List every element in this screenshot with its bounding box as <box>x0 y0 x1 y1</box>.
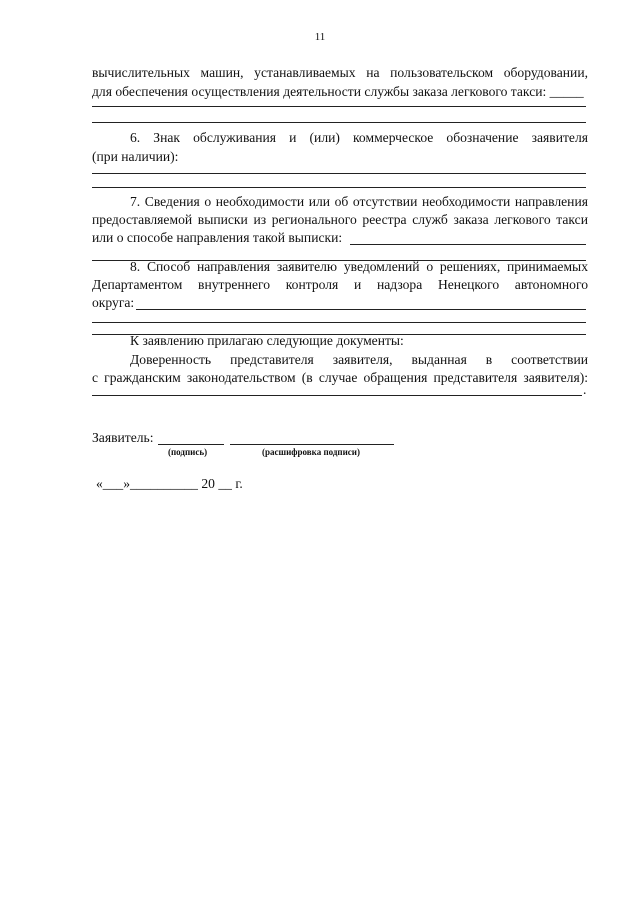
attachments-line-2: с гражданским законодательством (в случае обращения представителя заявителя): <box>92 370 588 385</box>
section-7-line-3: или о способе направления такой выписки: <box>92 230 343 245</box>
continuation-line-1: вычислительных машин, устанавливаемых на пользовательском оборудовании, <box>92 65 588 80</box>
section-7-line-1: 7. Сведения о необходимости или об отсутствии необходимости направления <box>130 194 588 209</box>
section-8-line-2: Департаментом внутреннего контроля и надзора Ненецкого автономного <box>92 277 588 292</box>
section-6-line-2: (при наличии): <box>92 149 179 164</box>
section-7-line-2: предоставляемой выписки из регионального реестра служб заказа легкового такси <box>92 212 588 227</box>
signature-caption: (подпись) <box>168 447 208 457</box>
page-number: 11 <box>314 31 326 43</box>
attachments-end-mark: . <box>583 382 587 397</box>
fill-line <box>92 322 586 323</box>
fill-line <box>92 187 586 188</box>
fill-line <box>92 122 586 123</box>
signature-decode-line <box>230 444 394 445</box>
attachments-line-1: Доверенность представителя заявителя, выданная в соответствии <box>130 352 588 367</box>
signature-line <box>158 444 224 445</box>
fill-line <box>136 309 586 310</box>
signature-decode-caption: (расшифровка подписи) <box>262 447 360 457</box>
date-line: «___»__________ 20 __ г. <box>96 476 243 491</box>
section-8-line-1: 8. Способ направления заявителю уведомлений о решениях, принимаемых <box>130 259 588 274</box>
section-6-line-1: 6. Знак обслуживания и (или) коммерческое обозначение заявителя <box>130 130 588 145</box>
continuation-line-2: для обеспечения осуществления деятельности службы заказа легкового такси: _____ <box>92 84 584 99</box>
applicant-label: Заявитель: <box>92 430 154 445</box>
fill-line <box>92 173 586 174</box>
fill-line <box>92 106 586 107</box>
section-8-line-3: округа: <box>92 295 135 310</box>
fill-line <box>350 244 586 245</box>
attachments-heading: К заявлению прилагаю следующие документы: <box>130 333 404 348</box>
fill-line <box>92 395 582 396</box>
